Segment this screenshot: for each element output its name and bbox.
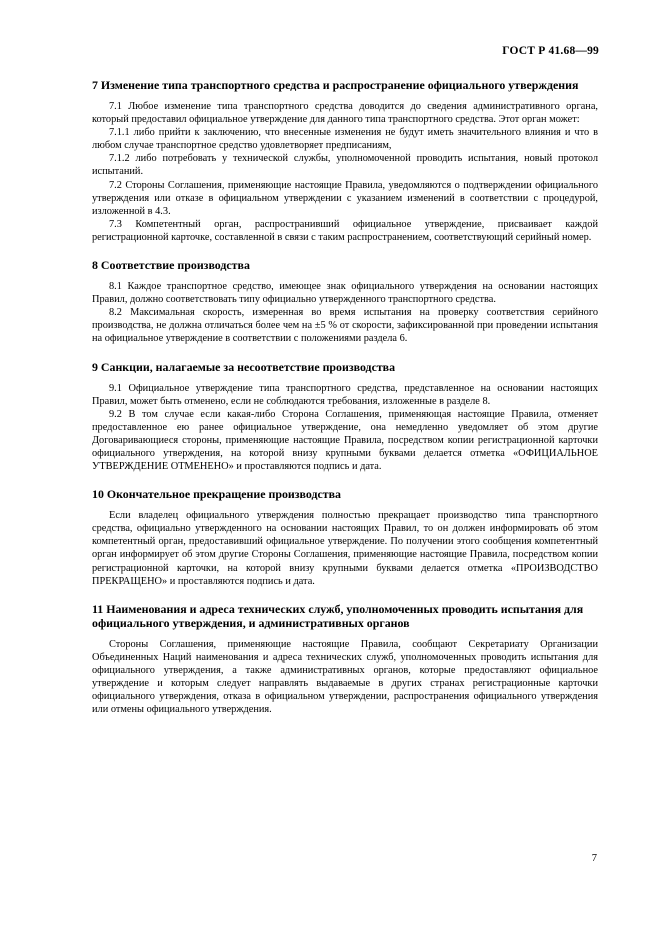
paragraph: 9.2 В том случае если какая-либо Сторона Соглашения, применяющая настоящие Правила, отменяет предоставленное ею ранее официальное утверждение, она немедленно уведомляет об этом другие Договаривающиеся стороны, применяющие настоящие Правила, посредством копии регистрационной карточки официального утверждения, на которой внизу крупными буквами делается отметка «ОФИЦИАЛЬНОЕ УТВЕРЖДЕНИЕ ОТМЕНЕНО» и проставляются подпись и дата. xyxy=(92,408,598,473)
section-9 xyxy=(92,360,598,474)
section-10 xyxy=(92,487,598,588)
paragraph: 9.1 Официальное утверждение типа транспортного средства, представленное на основании настоящих Правил, может быть отменено, если не соблюдаются требования, изложенные в разделе 8. xyxy=(92,382,598,407)
page-number: 7 xyxy=(591,853,597,864)
section-title: 10 Окончательное прекращение производства xyxy=(92,487,341,502)
paragraph: 7.2 Стороны Соглашения, применяющие настоящие Правила, уведомляются о подтверждении официального утверждения или отказе в официальном утверждении с указанием изменений в соответствии с процедурой, изложенной в 4.3. xyxy=(92,179,598,217)
document-header: ГОСТ Р 41.68—99 xyxy=(502,45,599,57)
section-11 xyxy=(92,602,598,717)
paragraph: 8.2 Максимальная скорость, измеренная во время испытания на проверку соответствия серийного производства, не должна отличаться более чем на ±5 % от скорости, зафиксированной при проведении испытания на официальное утверждение в соответствии с положениями раздела 6. xyxy=(92,307,598,345)
section-title: 7 Изменение типа транспортного средства и распространение официального утверждения xyxy=(92,78,579,92)
paragraph: 7.1.1 либо прийти к заключению, что внесенные изменения не будут иметь значительного влияния и что в любом случае транспортное средство удовлетворяет предписаниям, xyxy=(92,127,598,152)
section-8 xyxy=(92,258,598,345)
paragraph: 7.1 Любое изменение типа транспортного средства доводится до сведения административного органа, который предоставил официальное утверждение для данного типа транспортного средства. Этот орган может: xyxy=(92,101,598,126)
section-title: 8 Соответствие производства xyxy=(92,258,250,273)
document-body xyxy=(92,78,598,716)
paragraph: Если владелец официального утверждения полностью прекращает производство типа транспортного средства, официально утвержденного на основании настоящих Правил, то он должен информировать об этом компетентный орган, предоставивший официальное утверждение. По получении этого сообщения компетентный орган информирует об этом другие Стороны Соглашения, применяющие настоящие Правила, посредством копии регистрационной карточки, на которой внизу крупными буквами делается отметка «ПРОИЗВОДСТВО ПРЕКРАЩЕНО» и проставляются подпись и дата. xyxy=(92,510,598,587)
section-7 xyxy=(92,78,598,244)
paragraph: 7.3 Компетентный орган, распространивший официальное утверждение, присваивает каждой регистрационной карточке, составленной в связи с таким распространением, соответствующий серийный номер. xyxy=(92,218,598,243)
paragraph: Стороны Соглашения, применяющие настоящие Правила, сообщают Секретариату Организации Объединенных Наций наименования и адреса технических служб, уполномоченных проводить испытания для официального утверждения, а также административных органов, которые предоставляют официальное утверждение и которым следует направлять выдаваемые в других странах регистрационные карточки официального утверждения, отказа в официальном утверждении, распространения официального утверждения или отмены официального утверждения. xyxy=(92,638,598,716)
section-title: 9 Санкции, налагаемые за несоответствие производства xyxy=(92,359,396,374)
paragraph: 8.1 Каждое транспортное средство, имеющее знак официального утверждения на основании настоящих Правил, должно соответствовать типу официально утвержденного транспортного средства. xyxy=(92,281,598,306)
paragraph: 7.1.2 либо потребовать у технической службы, уполномоченной проводить испытания, новый протокол испытаний. xyxy=(92,153,598,178)
section-title: 11 Наименования и адреса технических служб, уполномоченных проводить испытания для официального утверждения, и административных органов xyxy=(92,601,584,630)
